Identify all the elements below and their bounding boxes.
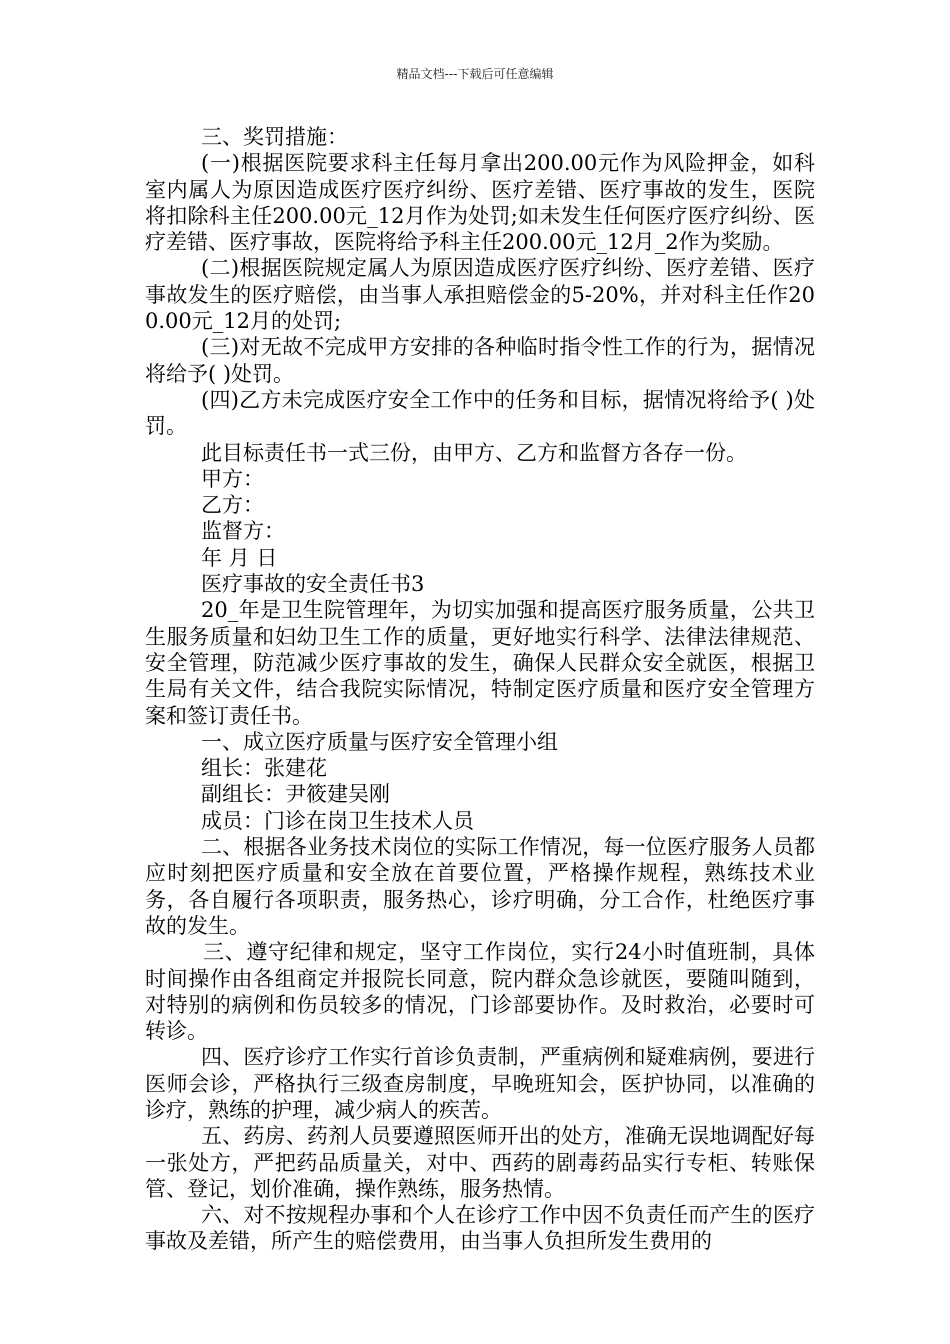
group-deputy-leader: 副组长：尹筱建吴刚 (201, 782, 390, 807)
paragraph-section-4: 四、医疗诊疗工作实行首诊负责制，严重病例和疑难病例，要进行医师会诊，严格执行三级查房制度，早晚班知会，医护协同，以准确的诊疗，熟练的护理，减少病人的疾苦。 (145, 1045, 815, 1122)
paragraph-item-4: (四)乙方未完成医疗安全工作中的任务和目标，据情况将给予( )处罚。 (145, 387, 815, 439)
group-members: 成员：门诊在岗卫生技术人员 (201, 808, 474, 833)
signature-party-a: 甲方： (201, 466, 264, 491)
document-body (145, 124, 815, 1255)
paragraph-item-1: (一)根据医院要求科主任每月拿出200.00元作为风险押金，如科室内属人为原因造成医疗医疗纠纷、医疗差错、医疗事故的发生，医院将扣除科主任200.00元_12月作为处罚;如未发生任何医疗医疗纠纷、医疗差错、医疗事故，医院将给予科主任200.00元_12月_2作为奖励。 (145, 151, 815, 255)
document-title-3: 医疗事故的安全责任书3 (201, 572, 425, 597)
paragraph-item-2: (二)根据医院规定属人为原因造成医疗医疗纠纷、医疗差错、医疗事故发生的医疗赔偿，由当事人承担赔偿金的5-20%，并对科主任作200.00元_12月的处罚; (145, 256, 815, 334)
signature-supervisor: 监督方： (201, 519, 285, 544)
paragraph-section-3: 三、遵守纪律和规定，坚守工作岗位，实行24小时值班制，具体时间操作由各组商定并报院长同意，院内群众急诊就医，要随叫随到，对特别的病例和伤员较多的情况，门诊部要协作。及时救治，必要时可转诊。 (145, 940, 815, 1044)
section-heading-group: 一、成立医疗质量与医疗安全管理小组 (201, 729, 558, 754)
group-leader: 组长：张建花 (201, 756, 327, 781)
page-header: 精品文档---下载后可任意编辑 (396, 67, 554, 81)
section-heading-rewards-penalties: 三、奖罚措施： (201, 125, 348, 149)
paragraph-section-6: 六、对不按规程办事和个人在诊疗工作中因不负责任而产生的医疗事故及差错，所产生的赔偿费用，由当事人负担所发生费用的 (145, 1203, 815, 1254)
paragraph-copies: 此目标责任书一式三份，由甲方、乙方和监督方各存一份。 (201, 440, 747, 465)
signature-date: 年 月 日 (201, 545, 278, 570)
paragraph-intro: 20_年是卫生院管理年，为切实加强和提高医疗服务质量，公共卫生服务质量和妇幼卫生工作的质量，更好地实行科学、法律法律规范、安全管理，防范减少医疗事故的发生，确保人民群众安全就医，根据卫生局有关文件，结合我院实际情况，特制定医疗质量和医疗安全管理方案和签订责任书。 (145, 598, 815, 728)
signature-party-b: 乙方： (201, 493, 264, 518)
paragraph-section-5: 五、药房、药剂人员要遵照医师开出的处方，准确无误地调配好每一张处方，严把药品质量关，对中、西药的剧毒药品实行专柜、转账保管、登记，划价准确，操作熟练，服务热情。 (145, 1124, 815, 1201)
paragraph-section-2: 二、根据各业务技术岗位的实际工作情况，每一位医疗服务人员都应时刻把医疗质量和安全放在首要位置，严格操作规程，熟练技术业务，各自履行各项职责，服务热心，诊疗明确，分工合作，杜绝医疗事故的发生。 (145, 835, 815, 938)
paragraph-item-3: (三)对无故不完成甲方安排的各种临时指令性工作的行为，据情况将给予( )处罚。 (145, 335, 815, 386)
